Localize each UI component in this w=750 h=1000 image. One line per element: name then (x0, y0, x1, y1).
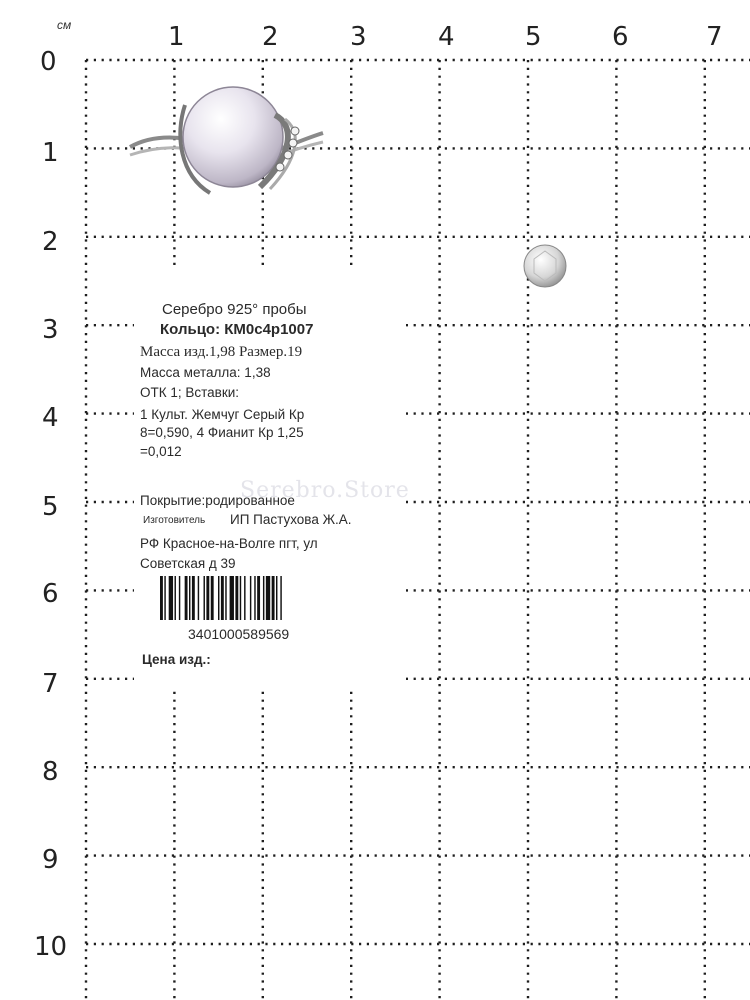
barcode-bar (254, 576, 255, 620)
tag-price-label: Цена изд.: (142, 652, 211, 667)
tag-insert-weight: =0,012 (140, 444, 182, 459)
ruler-left-10: 10 (34, 932, 68, 962)
ruler-top-2: 2 (262, 22, 279, 52)
barcode-bar (192, 576, 195, 620)
cubic-zirconia-stone-icon (522, 243, 568, 289)
barcode-bar (257, 576, 260, 620)
ruler-top-3: 3 (350, 22, 367, 52)
ruler-left-8: 8 (42, 757, 59, 787)
barcode-bar (240, 576, 241, 620)
barcode-bar (211, 576, 214, 620)
barcode-bar (230, 576, 234, 620)
barcode-bar (250, 576, 251, 620)
ruler-top-6: 6 (612, 22, 629, 52)
tag-silver-purity: Серебро 925° пробы (162, 301, 307, 318)
barcode-bar (160, 576, 163, 620)
ruler-left-0: 0 (40, 47, 57, 77)
barcode-bar (244, 576, 245, 620)
barcode-icon (160, 576, 350, 620)
ruler-top-5: 5 (525, 22, 542, 52)
tag-address-line1: РФ Красное-на-Волге пгт, ул (140, 536, 318, 551)
tag-insert-zirconia: 8=0,590, 4 Фианит Кр 1,25 (140, 425, 304, 440)
barcode-bar (280, 576, 281, 620)
ruler-unit-label: см (57, 18, 72, 32)
barcode-bar (225, 576, 226, 620)
barcode-bar (175, 576, 176, 620)
tag-barcode-number: 3401000589569 (188, 626, 290, 642)
ruler-top-1: 1 (168, 22, 185, 52)
tag-inserts-label: ОТК 1; Вставки: (140, 385, 240, 400)
ruler-left-2: 2 (42, 227, 59, 257)
barcode-bar (263, 576, 264, 620)
tag-maker-label: Изготовитель (143, 515, 206, 526)
tag-item-code: Кольцо: КМ0с4р1007 (160, 321, 314, 338)
ruler-top-7: 7 (706, 22, 723, 52)
ruler-top-4: 4 (438, 22, 455, 52)
barcode-bar (276, 576, 277, 620)
barcode-bar (179, 576, 180, 620)
barcode-bar (169, 576, 173, 620)
ruler-left-1: 1 (42, 138, 59, 168)
barcode-bar (272, 576, 275, 620)
barcode-bar (221, 576, 224, 620)
tag-maker-name: ИП Пастухова Ж.А. (230, 512, 352, 527)
ruler-left-7: 7 (42, 669, 59, 699)
barcode-bar (235, 576, 238, 620)
barcode-bar (198, 576, 199, 620)
barcode-bar (164, 576, 165, 620)
store-watermark: Serebro.Store (240, 478, 410, 503)
tag-coating: Покрытие:родированное (140, 493, 295, 508)
barcode-bar (189, 576, 190, 620)
ruler-left-9: 9 (42, 845, 59, 875)
ruler-left-3: 3 (42, 315, 59, 345)
pearl-ring-icon (125, 85, 325, 200)
tag-address-line2: Советская д 39 (140, 556, 236, 571)
tag-weight-size: Масса изд.1,98 Размер.19 (140, 344, 303, 360)
tag-insert-pearl: 1 Культ. Жемчуг Серый Кр (140, 407, 305, 422)
tag-metal-weight: Масса металла: 1,38 (140, 365, 271, 380)
barcode-bar (266, 576, 270, 620)
barcode-bar (204, 576, 205, 620)
ruler-left-4: 4 (42, 403, 59, 433)
barcode-bar (206, 576, 209, 620)
barcode-bar (185, 576, 188, 620)
barcode-bar (218, 576, 219, 620)
ruler-left-5: 5 (42, 492, 59, 522)
ruler-left-6: 6 (42, 579, 59, 609)
